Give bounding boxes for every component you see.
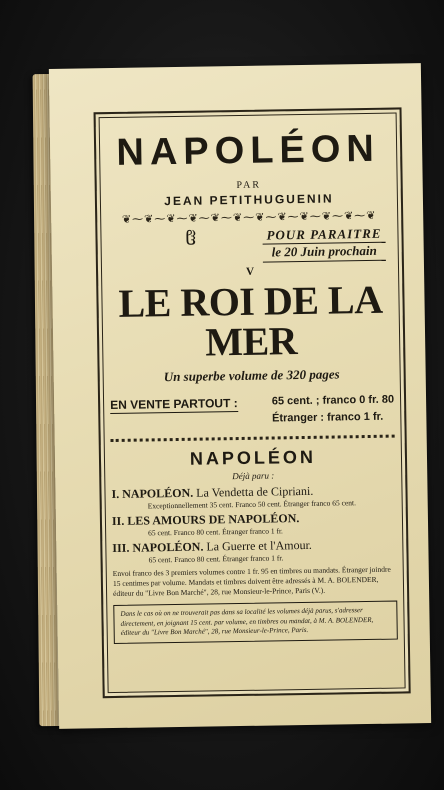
release-date: le 20 Juin prochain xyxy=(263,243,386,262)
volume-entry-number: II. xyxy=(111,513,125,529)
vente-label: EN VENTE PARTOUT : xyxy=(110,396,238,413)
list-item xyxy=(111,483,395,511)
volume-entry-subtitle: La Guerre et l'Amour. xyxy=(206,537,312,554)
volume-entry-number: I. xyxy=(111,486,120,502)
cover-frame xyxy=(94,107,411,698)
volume-entry-price: Exceptionnellement 35 cent. Franco 50 cent. Étranger franco 65 cent. xyxy=(147,498,357,511)
par-label: PAR xyxy=(236,179,262,192)
volume-entry-name: NAPOLÉON. xyxy=(132,539,204,555)
shipping-note: Envoi franco des 3 premiers volumes contre 1 fr. 95 en timbres ou mandats. Étranger joindre 15 centimes par volume. Mandats et timbres doivent être adressés à M. A. BOLENDER, éditeur du "Livre Bon Marché", 28, rue Monsieur-le-Prince, Paris (V.). xyxy=(112,564,391,599)
volume-number: V xyxy=(245,265,255,278)
volume-description: Un superbe volume de 320 pages xyxy=(163,366,340,385)
volume-entry-price: 65 cent. Franco 80 cent. Étranger franco 1 fr. xyxy=(148,526,283,538)
deja-paru-label: Déjà paru : xyxy=(232,470,275,482)
author-name: JEAN PETITHUGUENIN xyxy=(164,191,334,209)
swirl-ornament-icon: ჱ xyxy=(185,228,197,249)
series-title: NAPOLÉON xyxy=(189,446,317,469)
volume-title: LE ROI DE LA MER xyxy=(118,276,383,365)
list-item xyxy=(112,537,396,565)
list-item xyxy=(112,510,396,538)
price-line-1: 65 cent. ; franco 0 fr. 80 xyxy=(271,393,395,408)
price-line-2: Étranger : franco 1 fr. xyxy=(271,410,384,424)
volume-entry-subtitle: La Vendetta de Cipriani. xyxy=(196,483,314,500)
boxed-note: Dans le cas où on ne trouverait pas dans sa localité les volumes déjà parus, s'adresser directement, en joignant 15 cent. par volume, en timbres ou mandat, à M. A. BOLENDER, éditeur du "Livre Bon Marché", 28, rue Monsieur-le-Prince, Paris. xyxy=(113,601,398,644)
book-cover xyxy=(49,63,431,729)
price-block xyxy=(272,392,395,427)
ornament-border: ❦⁓❦⁓❦⁓❦⁓❦⁓❦⁓❦⁓❦⁓❦⁓❦⁓❦⁓❦ xyxy=(121,209,377,226)
volume-entry-name: NAPOLÉON. xyxy=(122,485,194,501)
volume-entry-number: III. xyxy=(112,540,130,556)
sale-info xyxy=(110,392,394,429)
announcement-row xyxy=(107,224,392,274)
book-title: NAPOLÉON xyxy=(116,127,381,174)
volume-entry-name: LES AMOURS DE NAPOLÉON. xyxy=(127,511,300,528)
volume-list xyxy=(111,483,396,565)
pour-paraitre: POUR PARAITRE xyxy=(262,226,385,245)
dotted-divider xyxy=(111,435,395,442)
volume-entry-price: 65 cent. Franco 80 cent. Étranger franco 1 fr. xyxy=(148,553,284,565)
release-announcement xyxy=(262,226,385,262)
